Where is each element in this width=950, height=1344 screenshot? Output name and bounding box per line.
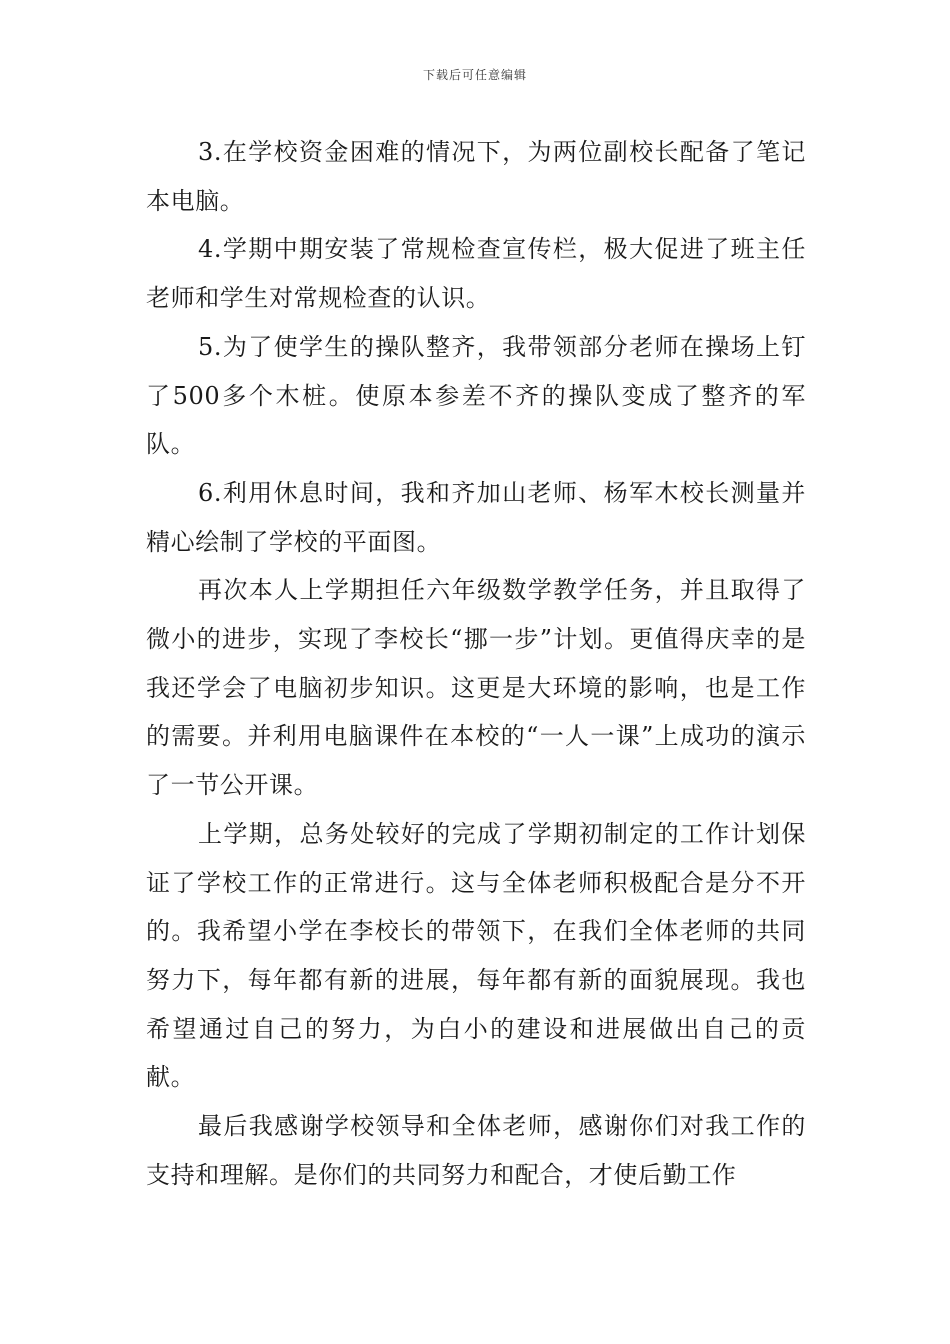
paragraph-item-6: 6.利用休息时间，我和齐加山老师、杨军木校长测量并精心绘制了学校的平面图。: [146, 478, 806, 556]
paragraph-thanks: 最后我感谢学校领导和全体老师，感谢你们对我工作的支持和理解。是你们的共同努力和配合，才使后勤工作: [146, 1112, 806, 1189]
paragraph-item-5: 5.为了使学生的操队整齐，我带领部分老师在操场上钉了500多个木桩。使原本参差不齐的操队变成了整齐的军队。: [146, 332, 806, 459]
page-header: 下载后可任意编辑: [422, 68, 527, 82]
document-body: [146, 128, 806, 1199]
paragraph-item-4: 4.学期中期安装了常规检查宣传栏，极大促进了班主任老师和学生对常规检查的认识。: [146, 235, 806, 313]
paragraph-summary: 上学期，总务处较好的完成了学期初制定的工作计划保证了学校工作的正常进行。这与全体老师积极配合是分不开的。我希望小学在李校长的带领下，在我们全体老师的共同努力下，每年都有新的进展，每年都有新的面貌展现。我也希望通过自己的努力，为白小的建设和进展做出自己的贡献。: [146, 819, 806, 1092]
paragraph-item-3: 3.在学校资金困难的情况下，为两位副校长配备了笔记本电脑。: [146, 138, 806, 215]
paragraph-teaching: 再次本人上学期担任六年级数学教学任务，并且取得了微小的进步，实现了李校长“挪一步”计划。更值得庆幸的是我还学会了电脑初步知识。这更是大环境的影响，也是工作的需要。并利用电脑课件在本校的“一人一课”上成功的演示了一节公开课。: [146, 576, 806, 800]
